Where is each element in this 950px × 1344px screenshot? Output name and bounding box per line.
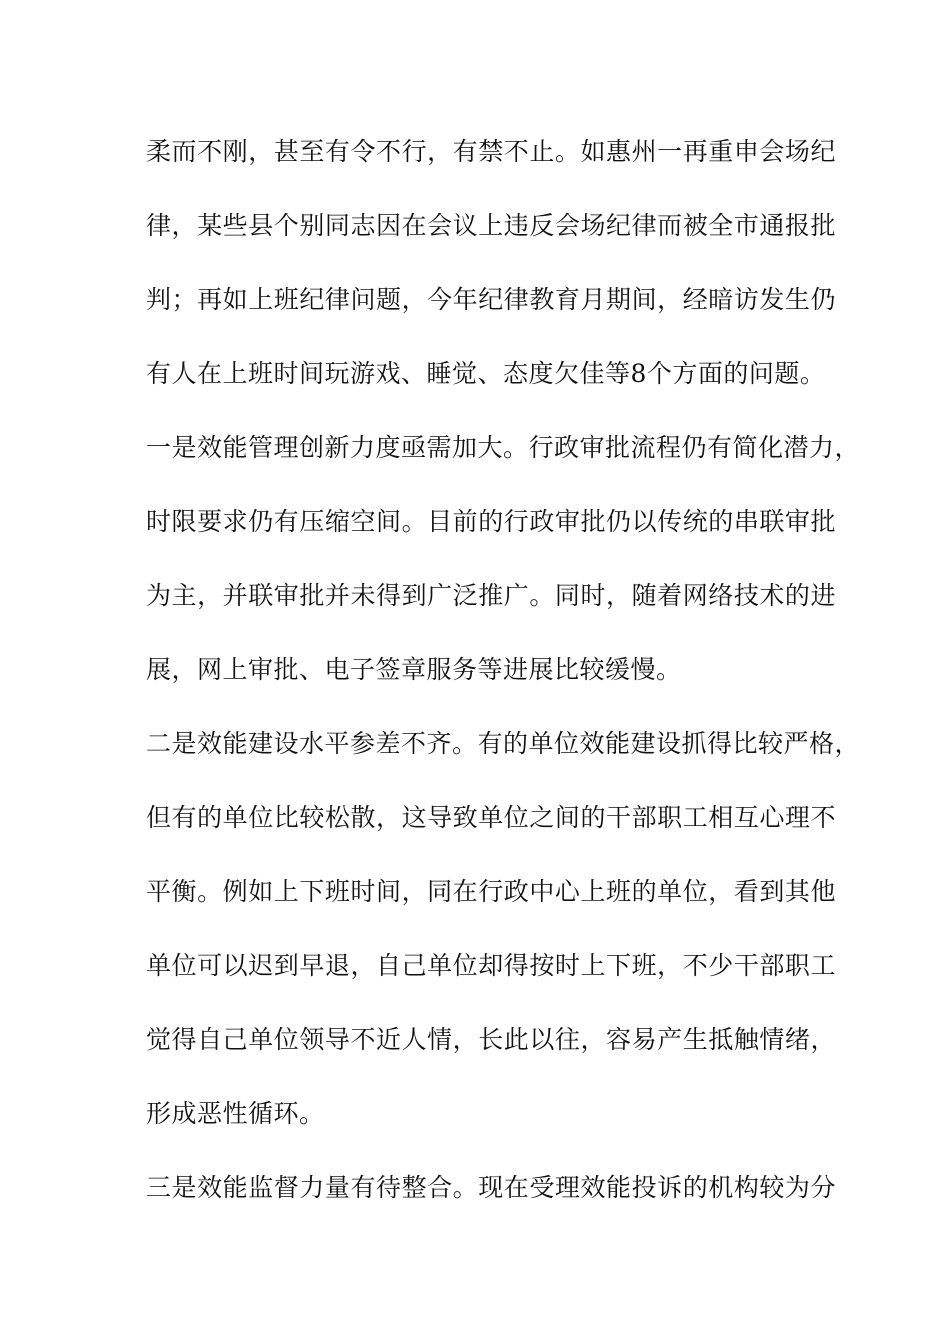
text-line-8: 展，网上审批、电子签章服务等进展比较缓慢。 [146,655,682,684]
text-line-4: 有人在上班时间玩游戏、睡觉、态度欠佳等8个方面的问题。 [146,359,826,388]
text-line-13: 觉得自己单位领导不近人情，长此以往，容易产生抵触情绪， [146,1025,836,1054]
text-line-6: 时限要求仍有压缩空间。目前的行政审批仍以传统的串联审批 [146,507,836,536]
text-line-5: 一是效能管理创新力度亟需加大。行政审批流程仍有简化潜力， [146,433,861,462]
text-line-2: 律，某些县个别同志因在会议上违反会场纪律而被全市通报批 [146,211,836,240]
text-line-12: 单位可以迟到早退，自己单位却得按时上下班，不少干部职工 [146,951,836,980]
text-line-7: 为主，并联审批并未得到广泛推广。同时，随着网络技术的进 [146,581,836,610]
text-line-9: 二是效能建设水平参差不齐。有的单位效能建设抓得比较严格， [146,729,861,758]
text-line-3: 判；再如上班纪律问题，今年纪律教育月期间，经暗访发生仍 [146,285,836,314]
text-line-1: 柔而不刚，甚至有令不行，有禁不止。如惠州一再重申会场纪 [146,137,836,166]
text-line-11: 平衡。例如上下班时间，同在行政中心上班的单位，看到其他 [146,877,836,906]
text-line-15: 三是效能监督力量有待整合。现在受理效能投诉的机构较为分 [146,1173,836,1202]
text-line-10: 但有的单位比较松散，这导致单位之间的干部职工相互心理不 [146,803,836,832]
text-line-14: 形成恶性循环。 [146,1099,325,1128]
